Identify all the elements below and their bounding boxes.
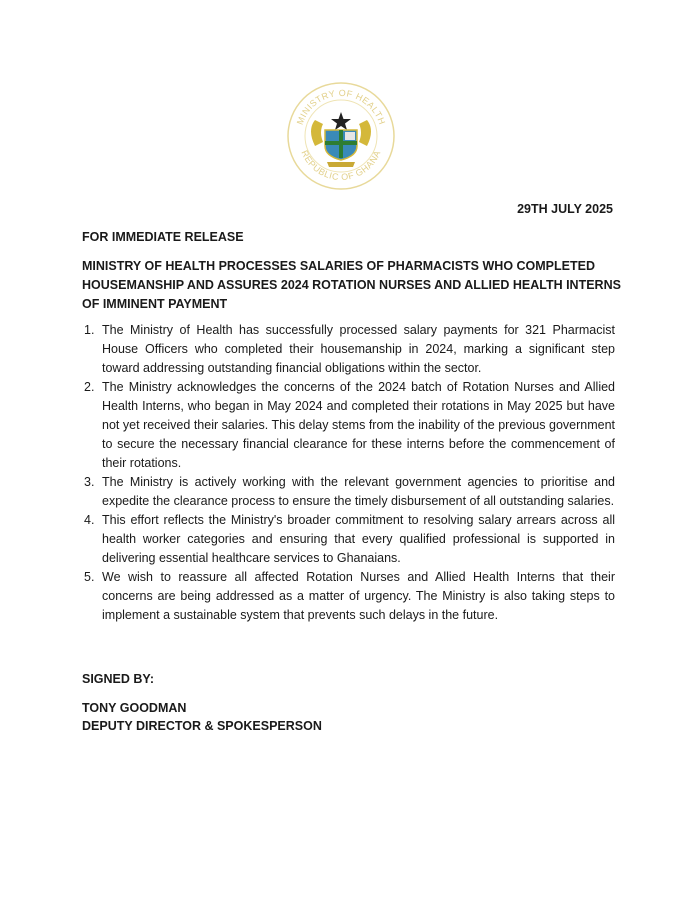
item-text: The Ministry is actively working with the relevant government agencies to prioritise and expedite the clearance process to ensure the timely disbursement of all outstanding salaries. [102,475,615,508]
points-list [82,321,615,625]
item-number: 3. [84,475,95,489]
signer-block [82,699,322,735]
ghana-coat-of-arms-icon [285,80,397,192]
release-date: 29TH JULY 2025 [517,202,613,216]
release-label: FOR IMMEDIATE RELEASE [82,230,244,244]
item-text: This effort reflects the Ministry's broader commitment to resolving salary arrears across all health worker categories and ensuring that every qualified professional is supported in delivering essential healthcare services to Ghanaians. [102,513,615,565]
list-item [82,321,615,378]
list-item [82,568,615,625]
item-text: The Ministry acknowledges the concerns of the 2024 batch of Rotation Nurses and Allied Health Interns, who began in May 2024 and completed their rotations in May 2025 but have not yet received their salaries. This delay stems from the inability of the previous government to secure the necessary financial clearance for these interns before the commencement of their rotations. [102,380,615,470]
ministry-of-health-logo [285,80,397,192]
headline: MINISTRY OF HEALTH PROCESSES SALARIES OF PHARMACISTS WHO COMPLETED HOUSEMANSHIP AND ASSURES 2024 ROTATION NURSES AND ALLIED HEALTH INTERNS OF IMMINENT PAYMENT [82,259,621,311]
svg-text:MINISTRY OF HEALTH: MINISTRY OF HEALTH [294,87,388,127]
list-item [82,473,615,511]
list-item [82,378,615,473]
signer-name: TONY GOODMAN [82,701,187,715]
signer-title: DEPUTY DIRECTOR & SPOKESPERSON [82,719,322,733]
svg-text:REPUBLIC OF GHANA: REPUBLIC OF GHANA [299,148,383,183]
item-number: 2. [84,380,95,394]
item-text: We wish to reassure all affected Rotation Nurses and Allied Health Interns that their concerns are being addressed as a matter of urgency. The Ministry is also taking steps to implement a sustainable system that prevents such delays in the future. [102,570,615,622]
signed-by-label: SIGNED BY: [82,672,154,686]
item-number: 1. [84,323,95,337]
item-number: 4. [84,513,95,527]
item-text: The Ministry of Health has successfully processed salary payments for 321 Pharmacist House Officers who completed their housemanship in 2024, marking a significant step toward addressing outstanding financial obligations within the sector. [102,323,615,375]
list-item [82,511,615,568]
item-number: 5. [84,570,95,584]
